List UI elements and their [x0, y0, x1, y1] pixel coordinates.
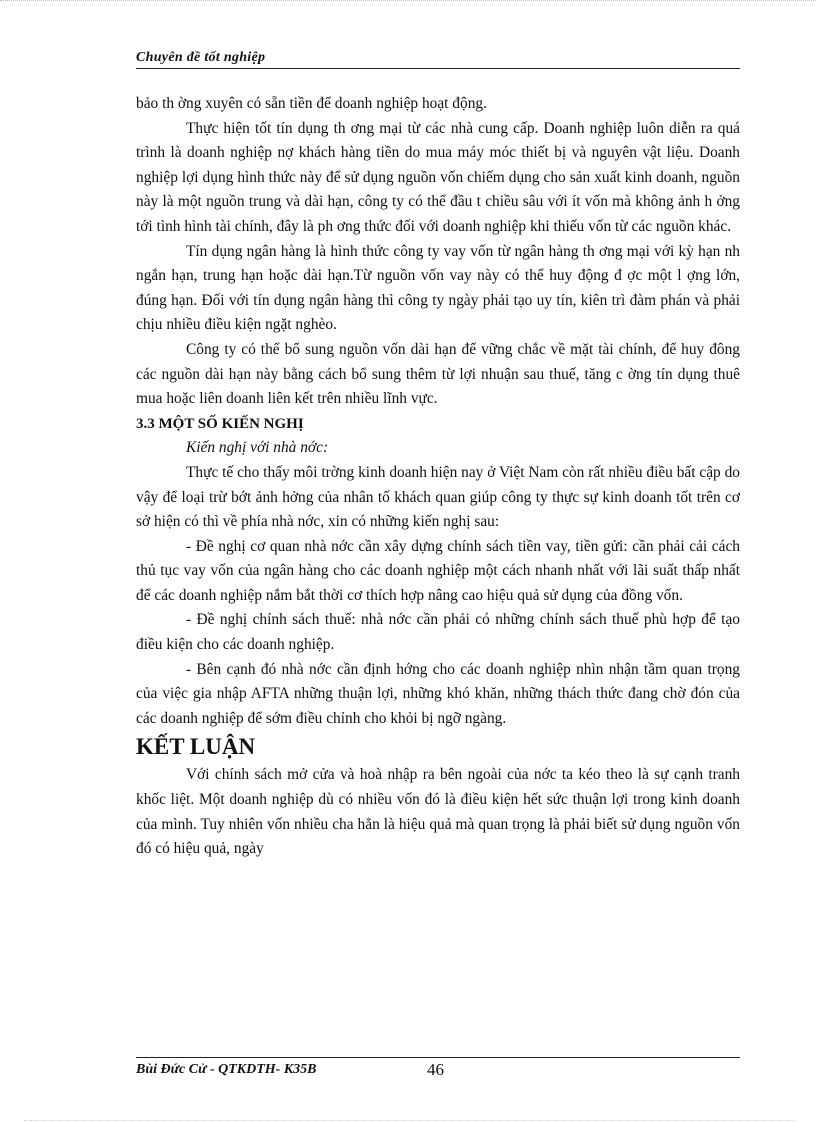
paragraph-3: Tín dụng ngân hàng là hình thức công ty vay vốn từ ngân hàng th ơng mại với kỳ hạn nh ngắn hạn, trung hạn hoặc dài hạn.Từ nguồn vốn vay này có thể huy động đ ợc một l ợng lớn, đúng hạn. Đối với tín dụng ngân hàng thì công ty ngày phải tạo uy tín, kiên trì đàm phán và phải chịu nhiều điều kiện ngặt nghèo. [136, 242, 740, 334]
document-body [136, 92, 740, 862]
footer-author: Bùi Đức Cử - QTKDTH- K35B [136, 1062, 317, 1077]
page-header [136, 48, 740, 69]
paragraph-9: Với chính sách mở cửa và hoà nhập ra bên ngoài của nớc ta kéo theo là sự cạnh tranh khốc liệt. Một doanh nghiệp dù có nhiều vốn đó là điều kiện hết sức thuận lợi trong kinh doanh của mình. Tuy nhiên vốn nhiều cha hẳn là hiệu quả mà quan trọng là phải biết sử dụng nguồn vốn đó có hiệu quả, ngày [136, 766, 740, 858]
paragraph-1: bảo th ờng xuyên có sẵn tiền để doanh nghiệp hoạt động. [136, 95, 487, 112]
page-bottom-border [24, 1120, 794, 1121]
paragraph-8: - Bên cạnh đó nhà nớc cần định hớng cho các doanh nghiệp nhìn nhận tầm quan trọng của việc gia nhập AFTA những thuận lợi, những khó khăn, những thách thức đang chờ đón của các doanh nghiệp để sớm điều chỉnh cho khỏi bị ngỡ ngàng. [136, 660, 740, 727]
sub-heading: Kiến nghị với nhà nớc: [186, 439, 329, 457]
paragraph-6: - Đề nghị cơ quan nhà nớc cần xây dựng chính sách tiền vay, tiền gửi: cần phải cải cách thủ tục vay vốn của ngân hàng cho các doanh nghiệp một cách nhanh nhất với lãi suất thấp nhất để các doanh nghiệp nắm bắt thời cơ thích hợp nâng cao hiệu quả sử dụng của đồng vốn. [136, 537, 740, 604]
paragraph-5: Thực tế cho thấy môi trờng kinh doanh hiện nay ở Việt Nam còn rất nhiều điều bất cập do vậy để loại trừ bớt ảnh hởng của nhân tố khách quan giúp công ty thực sự kinh doanh tốt trên cơ sở hiện có thì về phía nhà nớc, xin có những kiến nghị sau: [136, 463, 740, 531]
conclusion-title: KẾT LUẬN [136, 734, 256, 760]
page-top-border [0, 0, 816, 1]
section-heading: 3.3 MỘT SỐ KIẾN NGHỊ [136, 415, 304, 432]
page-number: 46 [427, 1060, 444, 1079]
paragraph-4: Công ty có thể bổ sung nguồn vốn dài hạn để vững chắc về mặt tài chính, để huy đông các nguồn dài hạn này bằng cách bổ sung thêm từ lợi nhuận sau thuế, tăng c ờng tín dụng thuê mua hoặc liên doanh liên kết trên nhiều lĩnh vực. [136, 340, 740, 408]
paragraph-7: - Đề nghị chính sách thuế: nhà nớc cần phải có những chính sách thuế phù hợp để tạo điều kiện cho các doanh nghiệp. [136, 611, 740, 654]
header-title: Chuyên đề tốt nghiệp [136, 50, 266, 65]
paragraph-2: Thực hiện tốt tín dụng th ơng mại từ các nhà cung cấp. Doanh nghiệp luôn diễn ra quá trình là doanh nghiệp nợ khách hàng tiền do mua máy móc thiết bị và nguyên vật liệu. Doanh nghiệp lợi dụng hình thức này để sử dụng nguồn vốn chiếm dụng cho sản xuất kinh doanh, nguồn này là một nguồn trung và dài hạn, công ty có thể đầu t chiều sâu với ít vốn mà không ảnh h ởng tới tình hình tài chính, đây là ph ơng thức đối với doanh nghiệp khi thiếu vốn từ các nguồn khác. [136, 119, 740, 235]
page-footer [136, 1057, 740, 1084]
